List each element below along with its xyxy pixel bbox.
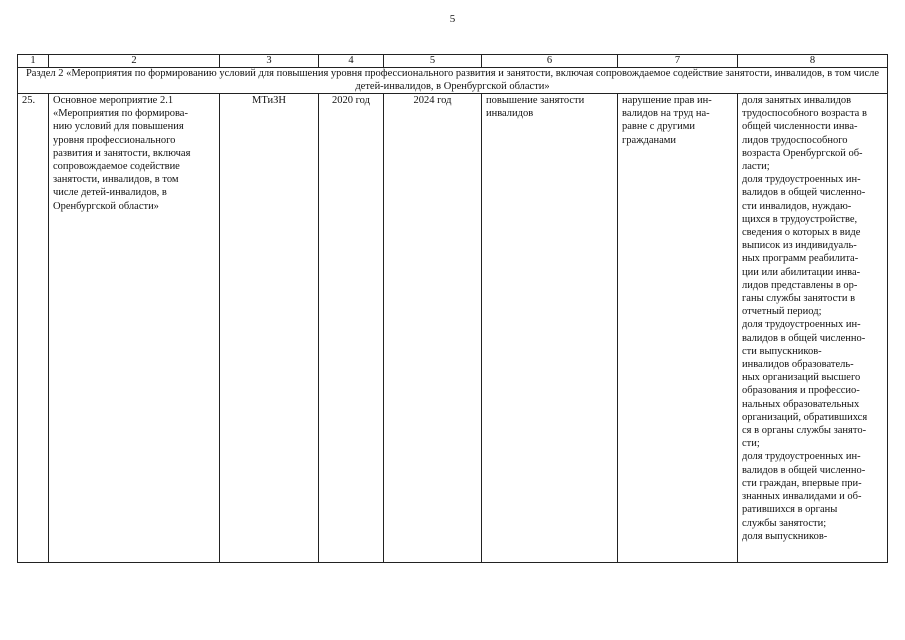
start-year: 2020 год (319, 94, 384, 563)
row-index: 25. (18, 94, 49, 563)
column-number: 1 (18, 55, 49, 68)
consequences: нарушение прав ин- валидов на труд на- равне с другими гражданами (618, 94, 738, 563)
expected-result: повышение занятости инвалидов (482, 94, 618, 563)
end-year: 2024 год (384, 94, 482, 563)
measure-name: Основное мероприятие 2.1 «Мероприятия по формирова- нию условий для повышения уровня профессионального развития и занятости, включая сопровождаемое содействие занятости, инвалидов, в том числе детей-инвалидов, в Оренбургской области» (49, 94, 220, 563)
column-number: 5 (384, 55, 482, 68)
column-number: 2 (49, 55, 220, 68)
page-number: 5 (449, 13, 456, 25)
column-number: 7 (618, 55, 738, 68)
column-number: 6 (482, 55, 618, 68)
column-number-row (18, 55, 888, 68)
column-number: 4 (319, 55, 384, 68)
executor: МТиЗН (220, 94, 319, 563)
indicators: доля занятых инвалидов трудоспособного возраста в общей численности инва- лидов трудоспособного возраста Оренбургской об- ласти; доля трудоустроенных ин- валидов в общей численно- сти инвалидов, нуждаю- щихся в трудоустройстве, сведения о которых в виде выписок из индивидуаль- ных программ реабилита- ции или абилитации инва- лидов представлены в ор- ганы службы занятости в отчетный период; доля трудоустроенных ин- валидов в общей численно- сти выпускников- инвалидов образователь- ных организаций высшего образования и профессио- нальных образовательных организаций, обратившихся ся в органы службы занято- сти; доля трудоустроенных ин- валидов в общей численно- сти граждан, впервые при- знанных инвалидами и об- ратившихся в органы службы занятости; доля выпускников- (738, 94, 888, 563)
table-row (18, 94, 888, 563)
column-number: 8 (738, 55, 888, 68)
section-header-row (18, 68, 888, 94)
measures-table (17, 54, 888, 563)
section-title: Раздел 2 «Мероприятия по формированию условий для повышения уровня профессионального развития и занятости, включая сопровождаемое содействие занятости, инвалидов, в том числе детей-инвалидов, в Оренбургской области» (18, 68, 888, 94)
column-number: 3 (220, 55, 319, 68)
